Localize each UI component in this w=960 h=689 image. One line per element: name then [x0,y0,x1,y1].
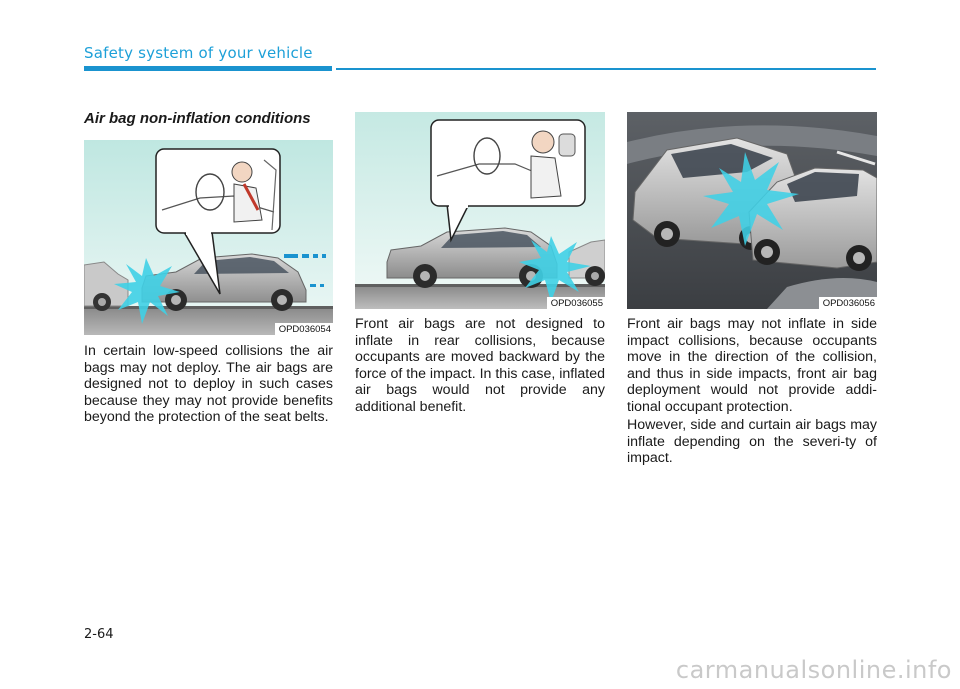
paragraph-side-impact: Front air bags may not inflate in side impact collisions, because occupants move in the direction of the collision, and thus in side impacts, front air bag deployment would not provide addi-tional occupant protection. [627,316,877,415]
section-title: Air bag non-inflation conditions [84,110,311,127]
header-rule-thick [84,66,332,71]
header-title: Safety system of your vehicle [84,44,313,62]
figure-rear-collision [355,112,605,309]
watermark: carmanualsonline.info [675,656,952,684]
figure-code: OPD036055 [547,297,605,309]
low-speed-collision-illustration [84,140,333,335]
figure-code: OPD036054 [275,323,333,335]
paragraph-rear-collision: Front air bags are not designed to inflate in rear collisions, because occupants are moved backward by the force of the impact. In this case, inflated air bags would not provide any additional benefit. [355,316,605,415]
page-number: 2-64 [84,627,114,642]
paragraph-low-speed: In certain low-speed collisions the air bags may not deploy. The air bags are designed not to deploy in such cases because they may not provide benefits beyond the protection of the seat belts. [84,343,333,426]
header-rule-thin [336,68,876,70]
figure-low-speed-collision [84,140,333,335]
paragraph-side-curtain: However, side and curtain air bags may inflate depending on the severi-ty of impact. [627,417,877,467]
figure-side-impact [627,112,877,309]
side-impact-illustration [627,112,877,309]
rear-collision-illustration [355,112,605,309]
figure-code: OPD036056 [819,297,877,309]
